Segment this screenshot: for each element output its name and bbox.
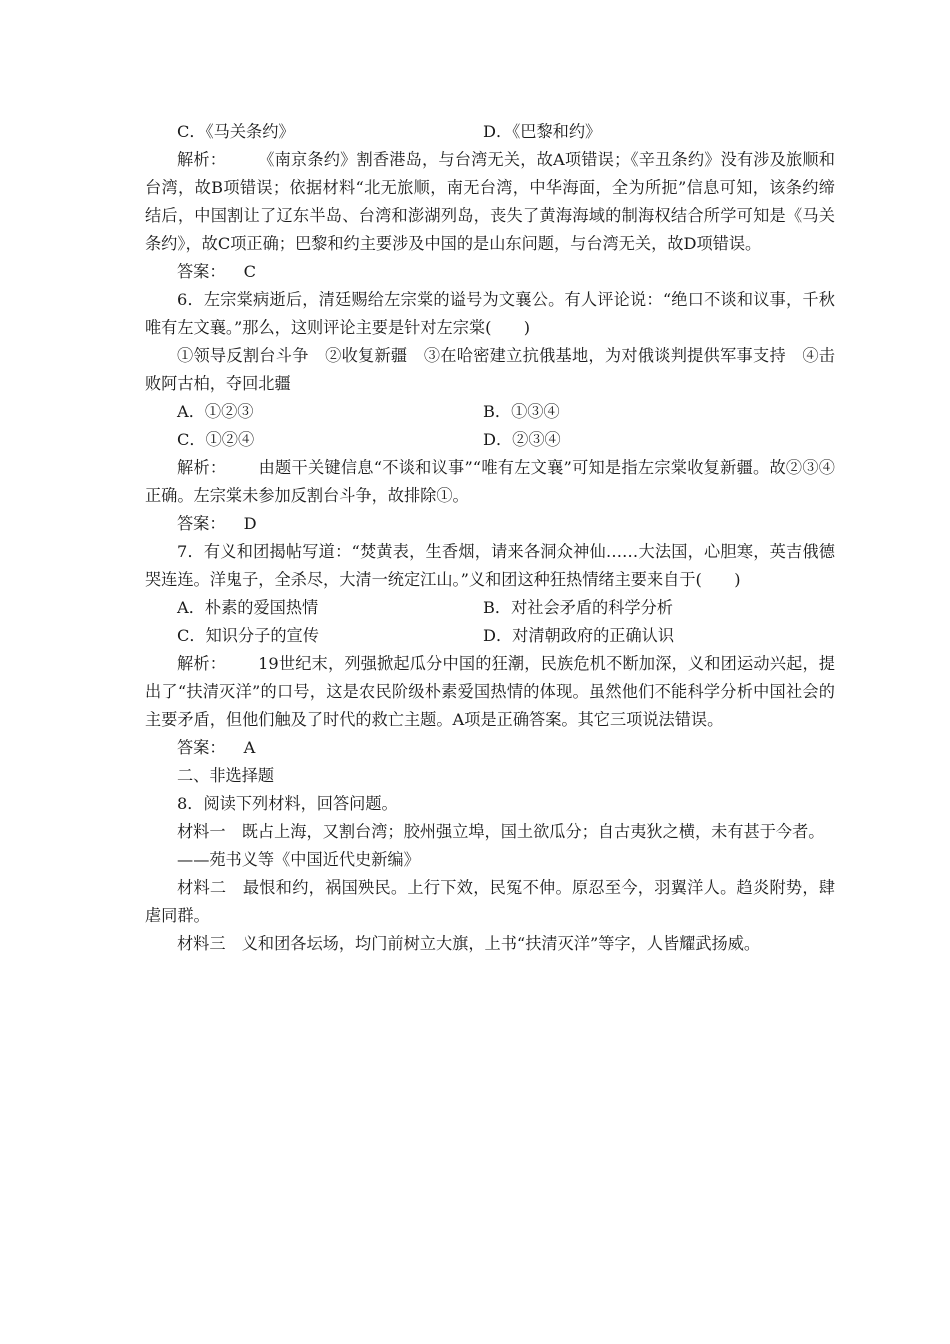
q8-material-1: 材料一 既占上海，又割台湾；胶州强立埠，国土欲瓜分；自古夷狄之横，未有甚于今者。 — [177, 822, 825, 841]
q6-options-row-2 — [145, 426, 835, 454]
document-page — [145, 118, 835, 958]
section-heading: 二、非选择题 — [177, 766, 275, 785]
q5-answer: 答案： C — [177, 262, 256, 281]
q8-material-2: 材料二 最恨和约，祸国殃民。上行下效，民冤不伸。原忍至今，羽翼洋人。趋炎附势，肆虐同群。 — [145, 878, 835, 925]
q6-analysis: 解析： 由题干关键信息“不谈和议事”“唯有左文襄”可知是指左宗棠收复新疆。故②③④正确。左宗棠未参加反割台斗争，故排除①。 — [145, 458, 835, 505]
q6-option-d: D．②③④ — [483, 430, 561, 449]
q7-options-row-1 — [145, 594, 835, 622]
q7-stem: 7．有义和团揭帖写道：“焚黄表，生香烟，请来各洞众神仙……大法国，心胆寒，英吉俄德哭连连。洋鬼子，全杀尽，大清一统定江山。”义和团这种狂热情绪主要来自于( ) — [145, 542, 835, 589]
q7-analysis: 解析： 19世纪末，列强掀起瓜分中国的狂潮，民族危机不断加深，义和团运动兴起，提出了“扶清灭洋”的口号，这是农民阶级朴素爱国热情的体现。虽然他们不能科学分析中国社会的主要矛盾，但他们触及了时代的救亡主题。A项是正确答案。其它三项说法错误。 — [145, 654, 835, 729]
q5-analysis: 解析： 《南京条约》割香港岛，与台湾无关，故A项错误；《辛丑条约》没有涉及旅顺和台湾，故B项错误；依据材料“北无旅顺，南无台湾，中华海面，全为所扼”信息可知，该条约缔结后，中国割让了辽东半岛、台湾和澎湖列岛，丧失了黄海海域的制海权结合所学可知是《马关条约》，故C项正确；巴黎和约主要涉及中国的是山东问题，与台湾无关，故D项错误。 — [145, 150, 835, 253]
q7-option-a: A．朴素的爱国热情 — [177, 598, 319, 617]
q6-option-a: A．①②③ — [177, 402, 254, 421]
q6-option-b: B．①③④ — [483, 402, 560, 421]
q5-options-row — [145, 118, 835, 146]
q8-stem: 8．阅读下列材料，回答问题。 — [177, 794, 398, 813]
q5-option-c: C．《马关条约》 — [177, 122, 295, 141]
q5-option-d: D．《巴黎和约》 — [483, 122, 602, 141]
q6-stem: 6．左宗棠病逝后，清廷赐给左宗棠的谥号为文襄公。有人评论说：“绝口不谈和议事，千秋唯有左文襄。”那么，这则评论主要是针对左宗棠( ) — [145, 290, 835, 337]
q6-option-c: C．①②④ — [177, 430, 255, 449]
q7-options-row-2 — [145, 622, 835, 650]
q8-material-3: 材料三 义和团各坛场，均门前树立大旗，上书“扶清灭洋”等字，人皆耀武扬威。 — [177, 934, 761, 953]
q6-options-row-1 — [145, 398, 835, 426]
q7-answer: 答案： A — [177, 738, 256, 757]
q7-option-b: B．对社会矛盾的科学分析 — [483, 598, 673, 617]
q6-answer: 答案： D — [177, 514, 257, 533]
q8-source-1: ——苑书义等《中国近代史新编》 — [177, 850, 420, 869]
q7-option-d: D．对清朝政府的正确认识 — [483, 626, 675, 645]
q6-items: ①领导反割台斗争 ②收复新疆 ③在哈密建立抗俄基地，为对俄谈判提供军事支持 ④击败阿古柏，夺回北疆 — [145, 346, 835, 393]
q7-option-c: C．知识分子的宣传 — [177, 626, 319, 645]
